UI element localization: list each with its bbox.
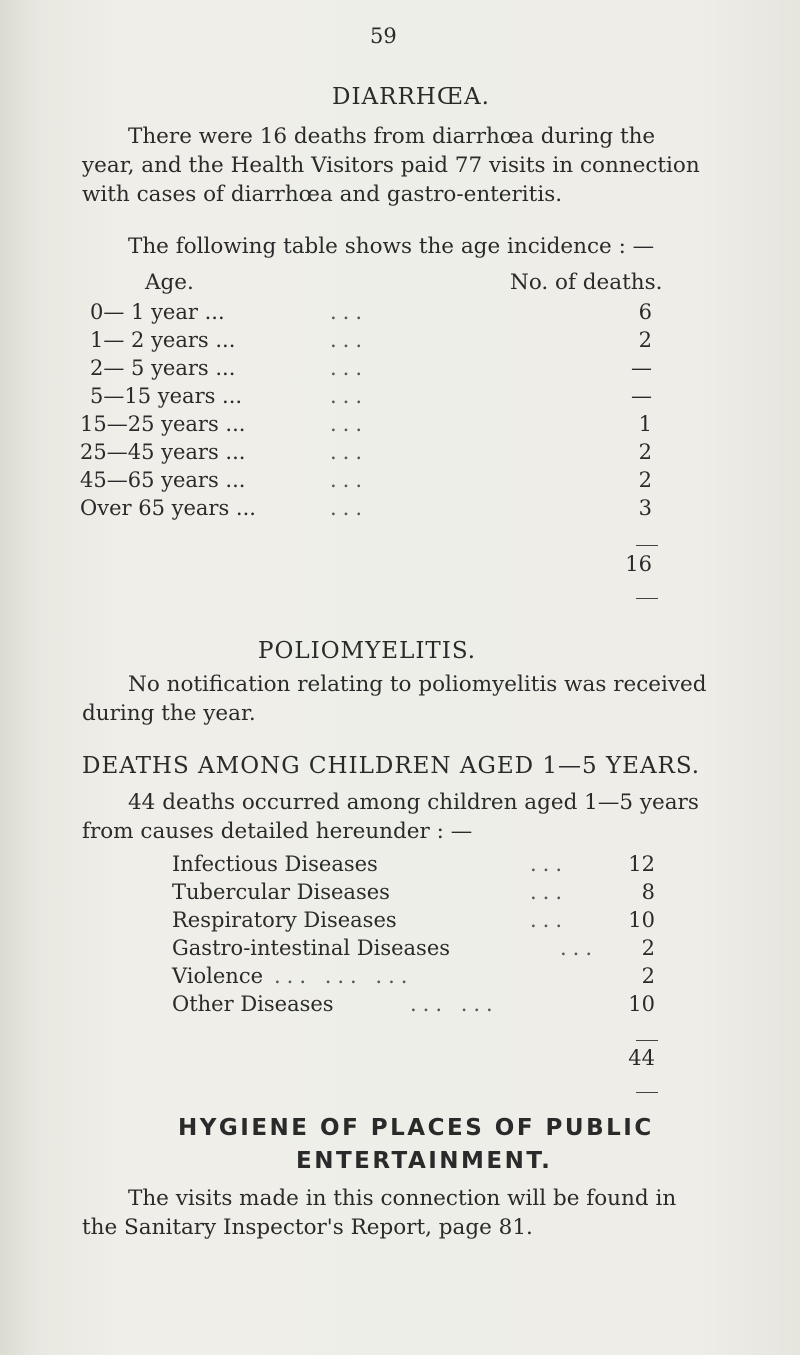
page-number: 59 — [370, 24, 397, 48]
death-count: 2 — [638, 468, 652, 492]
age-label: 45—65 years ... — [80, 468, 246, 492]
cause-label: Other Diseases — [172, 992, 334, 1016]
age-label: 25—45 years ... — [80, 440, 246, 464]
age-table-intro: The following table shows the age incidence : — — [128, 234, 655, 259]
total-rule-top — [636, 1040, 658, 1041]
poliomyelitis-para-line-1: No notification relating to poliomyelitis was received — [128, 672, 707, 697]
death-count: 6 — [638, 300, 652, 324]
age-label: 2— 5 years ... — [90, 356, 236, 380]
cause-label: Tubercular Diseases — [172, 880, 390, 904]
deaths-column-header: No. of deaths. — [510, 270, 663, 295]
age-label: 0— 1 year ... — [90, 300, 225, 324]
hygiene-para-line-1: The visits made in this connection will be found in — [128, 1186, 677, 1211]
table-row — [90, 300, 225, 324]
cause-label: Respiratory Diseases — [172, 908, 397, 932]
diarrhoea-para-line-3: with cases of diarrhœa and gastro-enteritis. — [82, 182, 563, 207]
leader-dots: ... — [330, 300, 369, 324]
death-count: 1 — [638, 412, 652, 436]
table-row — [80, 412, 245, 436]
cause-label: Gastro-intestinal Diseases — [172, 936, 451, 960]
age-label: 15—25 years ... — [80, 412, 246, 436]
death-count: 3 — [638, 496, 652, 520]
diarrhoea-para-line-2: year, and the Health Visitors paid 77 visits in connection — [82, 153, 700, 178]
table-row — [90, 356, 235, 380]
leader-dots: ... — [330, 496, 369, 520]
total-rule-top — [636, 545, 658, 546]
children-para-line-1: 44 deaths occurred among children aged 1—5 years — [128, 790, 699, 815]
cause-count: 12 — [628, 852, 655, 876]
leader-dots: ... ... — [410, 992, 499, 1016]
leader-dots: ... — [560, 936, 599, 960]
diarrhoea-para-line-1: There were 16 deaths from diarrhœa during the — [128, 124, 656, 149]
table-row — [80, 440, 245, 464]
cause-count: 10 — [628, 992, 655, 1016]
children-para-line-2: from causes detailed hereunder : — — [82, 819, 473, 844]
cause-label: Infectious Diseases — [172, 852, 378, 876]
poliomyelitis-para-line-2: during the year. — [82, 701, 256, 726]
hygiene-para-line-2: the Sanitary Inspector's Report, page 81. — [82, 1215, 533, 1240]
age-label: Over 65 years ... — [80, 496, 256, 520]
leader-dots: ... — [530, 880, 569, 904]
cause-count: 10 — [628, 908, 655, 932]
poliomyelitis-heading: POLIOMYELITIS. — [258, 638, 477, 664]
table-row — [90, 328, 235, 352]
diarrhoea-heading: DIARRHŒA. — [332, 84, 490, 110]
hygiene-heading-line-2: ENTERTAINMENT. — [296, 1148, 553, 1174]
death-count: 2 — [638, 440, 652, 464]
cause-label: Violence — [172, 964, 264, 988]
cause-count: 2 — [641, 936, 655, 960]
leader-dots: ... — [330, 440, 369, 464]
causes-total: 44 — [628, 1046, 655, 1070]
deaths-total: 16 — [625, 552, 652, 576]
death-count: 2 — [638, 328, 652, 352]
leader-dots: ... — [530, 852, 569, 876]
leader-dots: ... — [330, 328, 369, 352]
cause-count: 8 — [641, 880, 655, 904]
age-column-header: Age. — [145, 270, 194, 295]
leader-dots: ... — [330, 384, 369, 408]
table-row — [80, 468, 245, 492]
leader-dots: ... — [530, 908, 569, 932]
leader-dots: ... — [330, 412, 369, 436]
hygiene-heading-line-1: HYGIENE OF PLACES OF PUBLIC — [178, 1115, 654, 1141]
leader-dots: ... — [330, 468, 369, 492]
cause-count: 2 — [641, 964, 655, 988]
death-count: — — [631, 356, 652, 380]
age-label: 5—15 years ... — [90, 384, 243, 408]
total-rule-bottom — [636, 1092, 658, 1093]
leader-dots: ... ... ... — [274, 964, 414, 988]
children-deaths-heading: DEATHS AMONG CHILDREN AGED 1—5 YEARS. — [82, 753, 701, 779]
leader-dots: ... — [330, 356, 369, 380]
table-row — [80, 496, 256, 520]
total-rule-bottom — [636, 598, 658, 599]
death-count: — — [631, 384, 652, 408]
table-row — [90, 384, 242, 408]
age-label: 1— 2 years ... — [90, 328, 236, 352]
